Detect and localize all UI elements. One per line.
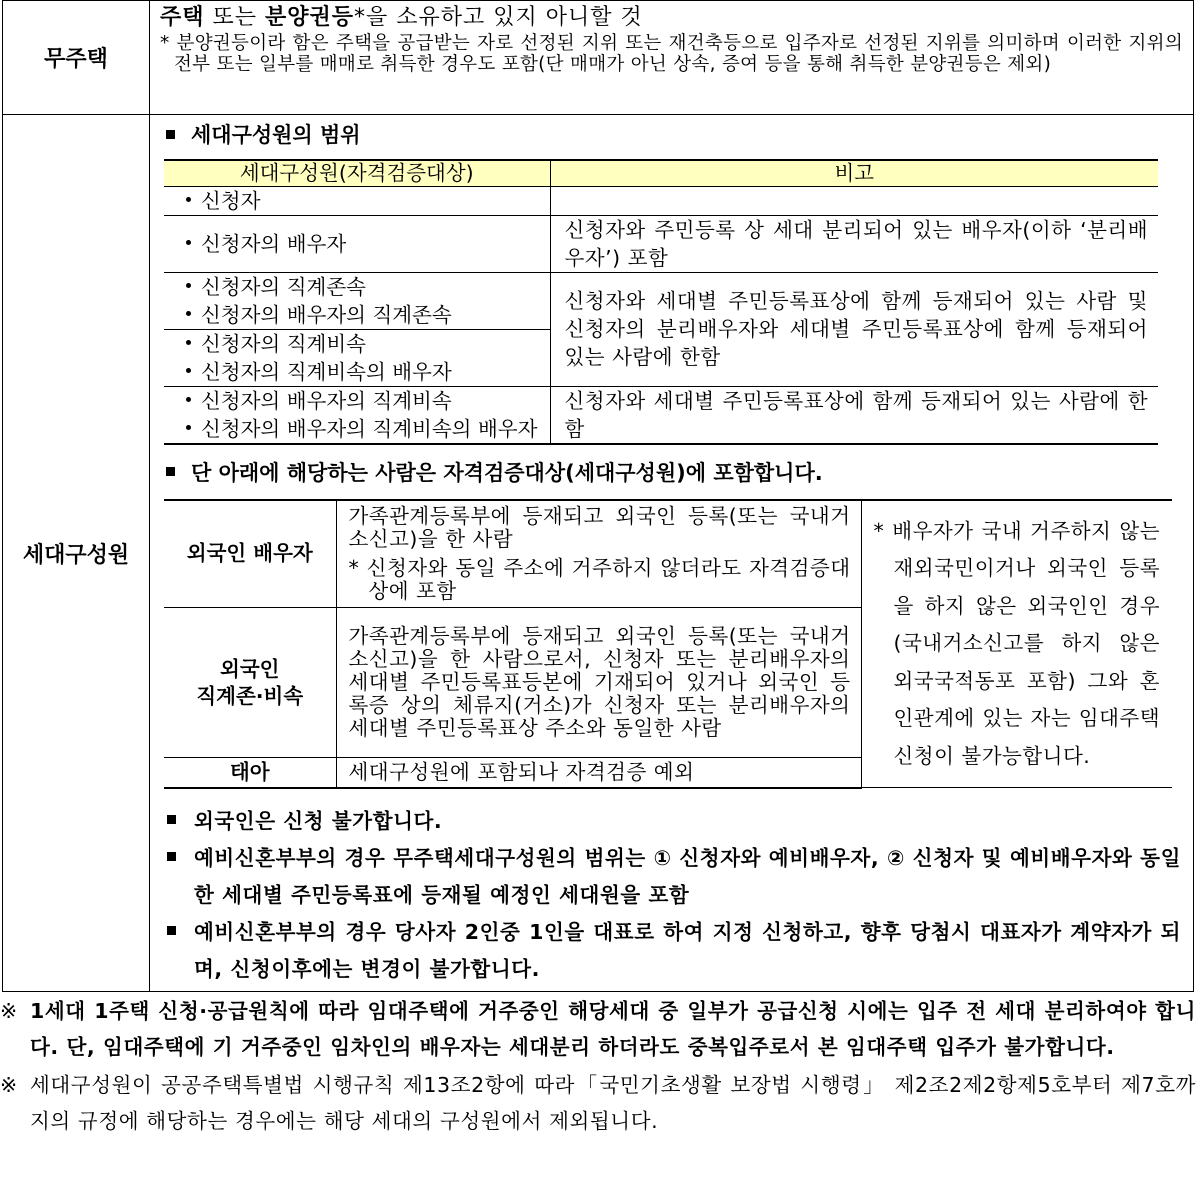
notice-bullets bbox=[164, 803, 1181, 988]
bullet-dot-icon bbox=[186, 311, 191, 316]
row-label-household-members: 세대구성원 bbox=[3, 115, 150, 992]
col-header-remarks: 비고 bbox=[550, 160, 1158, 186]
footer-note-1: ※ 1세대 1주택 신청·공급원칙에 따라 임대주택에 거주중인 해당세대 중 일부가 공급신청 시에는 입주 전 세대 분리하여야 합니다. 단, 임대주택에 기 거주중인 임차인의 배우자는 세대분리 하더라도 중복입주로서 본 임대주택 입주가 불가합니다. bbox=[0, 999, 1196, 1059]
row-label-no-house: 무주택 bbox=[3, 1, 150, 115]
bullet-dot-icon bbox=[186, 197, 191, 202]
eligibility-table bbox=[2, 0, 1194, 992]
fetus-text: 세대구성원에 포함되나 자격검증 예외 bbox=[336, 758, 861, 788]
footer-notes bbox=[0, 993, 1200, 1139]
bullet-dot-icon bbox=[186, 368, 191, 373]
include-heading: 단 아래에 해당하는 사람은 자격검증대상(세대구성원)에 포함합니다. bbox=[166, 459, 1181, 487]
remark-cell bbox=[550, 186, 1158, 215]
square-bullet-icon bbox=[167, 926, 176, 935]
foreigner-inclusion-table bbox=[164, 499, 1172, 789]
member-item: 신청자의 배우자 bbox=[186, 230, 550, 258]
household-scope-table bbox=[164, 159, 1158, 445]
presale-rights-note: * 분양권등이라 함은 주택을 공급받는 자로 선정된 지위 또는 재건축등으로 입주자로 선정된 지위를 의미하며 이러한 지위의 전부 또는 일부를 매매로 취득한 경우도 포함(단 매매가 아닌 상속, 증여 등을 통해 취득한 분양권등은 제외) bbox=[160, 33, 1183, 75]
square-bullet-icon bbox=[167, 852, 176, 861]
member-item: 신청자의 직계비속 bbox=[186, 330, 550, 358]
label-foreign-lineal: 외국인 직계존·비속 bbox=[164, 608, 336, 758]
remark-cell: 신청자와 세대별 주민등록표상에 함께 등재되어 있는 사람 및 신청자의 분리배우자와 세대별 주민등록표상에 함께 등재되어 있는 사람에 한함 bbox=[550, 272, 1158, 386]
remark-cell: 신청자와 세대별 주민등록표상에 함께 등재되어 있는 사람에 한함 bbox=[550, 386, 1158, 444]
no-house-content bbox=[150, 1, 1194, 115]
member-cell bbox=[164, 215, 550, 272]
spouse-abroad-note: * 배우자가 국내 거주하지 않는 재외국민이거나 외국인 등록을 하지 않은 외국인인 경우(국내거소신고를 하지 않은 외국국적동포 포함) 그와 혼인관계에 있는 자는 임대주택신청이 불가능합니다. bbox=[861, 500, 1172, 788]
square-bullet-icon bbox=[166, 467, 175, 476]
label-fetus: 태아 bbox=[164, 758, 336, 788]
member-item: 신청자의 직계비속의 배우자 bbox=[186, 358, 550, 386]
member-item: 신청자 bbox=[186, 187, 550, 215]
bullet-dot-icon bbox=[186, 240, 191, 245]
footer-note-2: ※ 세대구성원이 공공주택특별법 시행규칙 제13조2항에 따라「국민기초생활 보장법 시행령」 제2조2제2항제5호부터 제7호까지의 규정에 해당하는 경우에는 해당 세대의 구성원에서 제외됩니다. bbox=[0, 1073, 1196, 1133]
notice-bullet: 예비신혼부부의 경우 무주택세대구성원의 범위는 ① 신청자와 예비배우자, ② 신청자 및 예비배우자와 동일한 세대별 주민등록표에 등재될 예정인 세대원을 포함 bbox=[164, 840, 1181, 914]
member-cell bbox=[164, 186, 550, 215]
household-members-content bbox=[150, 115, 1194, 992]
remark-cell: 신청자와 주민등록 상 세대 분리되어 있는 배우자(이하 ‘분리배우자’) 포함 bbox=[550, 215, 1158, 272]
foreign-spouse-text: 가족관계등록부에 등재되고 외국인 등록(또는 국내거소신고)을 한 사람 * 신청자와 동일 주소에 거주하지 않더라도 자격검증대상에 포함 bbox=[336, 500, 861, 608]
member-item: 신청자의 배우자의 직계비속의 배우자 bbox=[186, 415, 550, 443]
col-header-members: 세대구성원(자격검증대상) bbox=[164, 160, 550, 186]
bullet-dot-icon bbox=[186, 283, 191, 288]
member-cell bbox=[164, 272, 550, 386]
notice-bullet: 예비신혼부부의 경우 당사자 2인중 1인을 대표로 하여 지정 신청하고, 향후 당첨시 대표자가 계약자가 되며, 신청이후에는 변경이 불가합니다. bbox=[164, 914, 1181, 988]
bullet-dot-icon bbox=[186, 340, 191, 345]
square-bullet-icon bbox=[166, 130, 175, 139]
bullet-dot-icon bbox=[186, 397, 191, 402]
foreign-lineal-text: 가족관계등록부에 등재되고 외국인 등록(또는 국내거소신고)을 한 사람으로서, 신청자 또는 분리배우자의 세대별 주민등록표등본에 기재되어 있거나 외국인 등록증 상의 체류지(거소)가 신청자 또는 분리배우자의 세대별 주민등록표상 주소와 동일한 사람 bbox=[336, 608, 861, 758]
notice-bullet: 외국인은 신청 불가합니다. bbox=[164, 803, 1181, 840]
no-house-rule: 주택 또는 분양권등*을 소유하고 있지 아니할 것 bbox=[160, 5, 643, 30]
member-item: 신청자의 배우자의 직계비속 bbox=[186, 387, 550, 415]
bullet-dot-icon bbox=[186, 425, 191, 430]
member-cell bbox=[164, 386, 550, 444]
square-bullet-icon bbox=[167, 815, 176, 824]
member-item: 신청자의 직계존속 bbox=[186, 273, 550, 301]
member-item: 신청자의 배우자의 직계존속 bbox=[186, 301, 550, 329]
label-foreign-spouse: 외국인 배우자 bbox=[164, 500, 336, 608]
scope-heading: 세대구성원의 범위 bbox=[166, 121, 1181, 149]
